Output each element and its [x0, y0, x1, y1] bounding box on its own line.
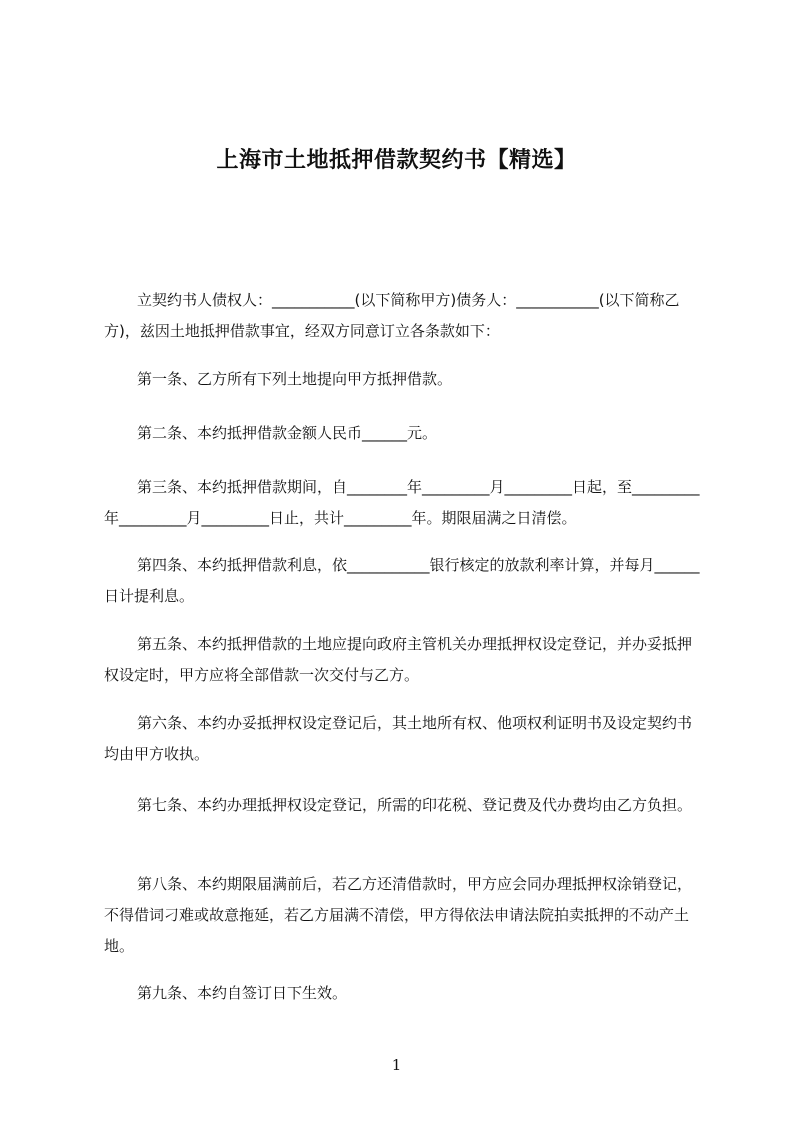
page-number: 1	[391, 1056, 402, 1074]
paragraph-article-1: 第一条、乙方所有下列土地提向甲方抵押借款。	[137, 370, 453, 388]
document-title: 上海市土地抵押借款契约书【精选】	[216, 148, 577, 173]
paragraph-article-7: 第七条、本约办理抵押权设定登记，所需的印花税、登记费及代办费均由乙方负担。	[137, 796, 693, 814]
paragraph-article-5: 第五条、本约抵押借款的土地应提向政府主管机关办理抵押权设定登记，并办妥抵押权设定时，甲方应将全部借款一次交付与乙方。	[104, 635, 693, 684]
paragraph-article-4: 第四条、本约抵押借款利息，依___________银行核定的放款利率计算，并每月______日计提利息。	[104, 556, 700, 605]
paragraph-article-2: 第二条、本约抵押借款金额人民币______元。	[137, 424, 438, 442]
paragraph-article-8: 第八条、本约期限届满前后，若乙方还清借款时，甲方应会同办理抵押权涂销登记，不得借词刁难或故意拖延，若乙方届满不清偿，甲方得依法申请法院拍卖抵押的不动产土地。	[104, 875, 693, 955]
paragraph-article-6: 第六条、本约办妥抵押权设定登记后，其土地所有权、他项权利证明书及设定契约书均由甲方收执。	[104, 714, 693, 763]
paragraph-article-3: 第三条、本约抵押借款期间，自________年_________月_________日起，至_________年_________月_________日止，共计_________年。期限届满之日清偿。	[104, 478, 700, 527]
paragraph-preamble: 立契约书人债权人：___________(以下简称甲方)债务人：___________(以下简称乙方)，兹因土地抵押借款事宜，经双方同意订立各条款如下：	[104, 291, 680, 340]
paragraph-article-9: 第九条、本约自签订日下生效。	[137, 984, 348, 1002]
